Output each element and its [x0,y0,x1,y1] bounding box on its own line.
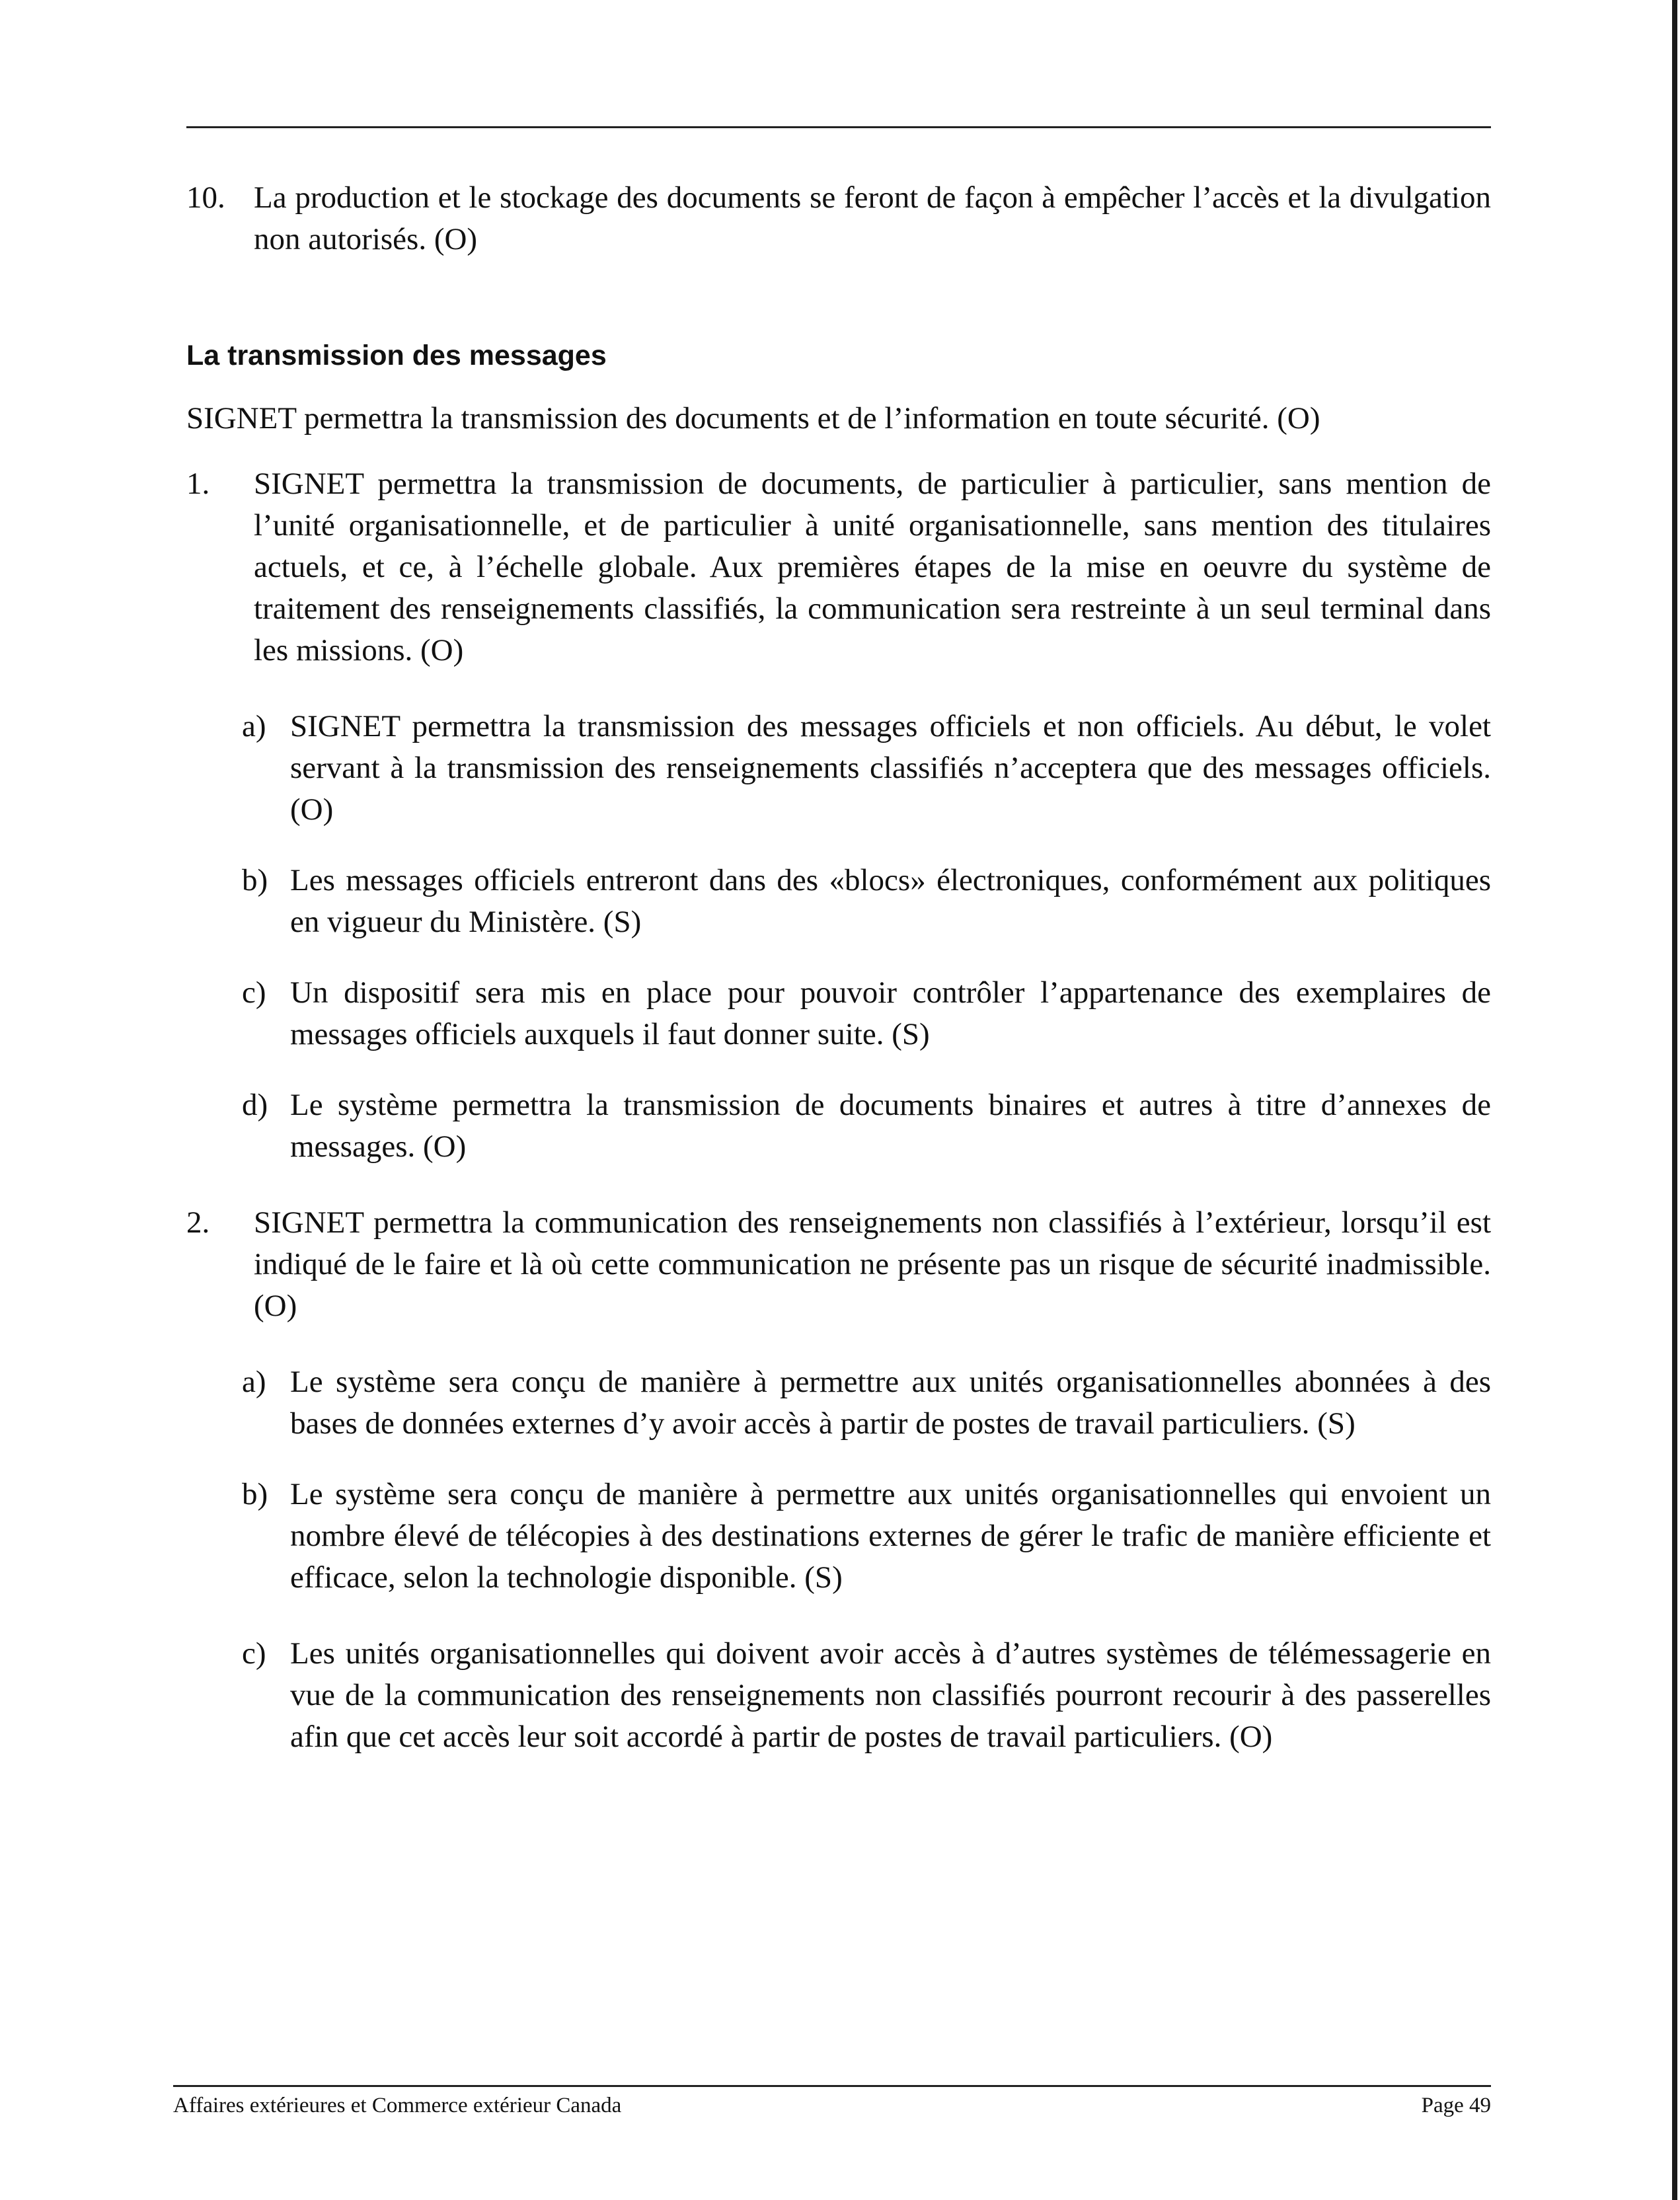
page-footer [173,2092,1491,2119]
scan-edge-bar [1672,0,1677,2200]
list-item-10 [186,177,1491,260]
page-number: Page 49 [1421,2094,1491,2117]
sub-item-2c [242,1633,1491,1758]
sub-item-text: Le système permettra la transmission de documents binaires et autres à titre d’annexes de messages. (O) [290,1088,1491,1164]
section-heading: La transmission des messages [186,340,607,371]
sub-item-text: Le système sera conçu de manière à permettre aux unités organisationnelles abonnées à des bases de données externes d’y avoir accès à partir de postes de travail particuliers. (S) [290,1365,1491,1441]
sub-item-1d [242,1084,1491,1168]
list-item-1 [186,463,1491,671]
footer-organization: Affaires extérieures et Commerce extérieur Canada [173,2094,622,2117]
item-number: 10. [186,180,225,215]
sub-item-text: Un dispositif sera mis en place pour pouvoir contrôler l’appartenance des exemplaires de messages officiels auxquels il faut donner suite. (S) [290,975,1491,1051]
sub-item-2a [242,1361,1491,1445]
header-rule [186,126,1491,128]
sub-item-letter: d) [242,1088,268,1122]
sub-item-text: Le système sera conçu de manière à permettre aux unités organisationnelles qui envoient un nombre élevé de télécopies à des destinations externes de gérer le trafic de manière efficiente et efficace, selon la technologie disponible. (S) [290,1477,1491,1595]
footer-rule [173,2085,1491,2087]
item-text: La production et le stockage des documents se feront de façon à empêcher l’accès et la divulgation non autorisés. (O) [254,180,1491,256]
list-item-2 [186,1202,1491,1327]
item-text: SIGNET permettra la transmission de documents, de particulier à particulier, sans mention de l’unité organisationnelle, et de particulier à unité organisationnelle, sans mention des titulaires actuels, et ce, à l’échelle globale. Aux premières étapes de la mise en oeuvre du système de traitement des renseignements classifiés, la communication sera restreinte à un seul terminal dans les missions. (O) [254,467,1491,667]
sub-item-2b [242,1474,1491,1599]
section-intro: SIGNET permettra la transmission des documents et de l’information en toute sécurité. (O) [186,401,1320,436]
sub-item-letter: c) [242,1636,266,1671]
sub-item-letter: b) [242,1477,268,1511]
sub-item-letter: c) [242,975,266,1010]
document-body [186,177,1491,1758]
sub-item-letter: a) [242,709,266,743]
item-number: 1. [186,467,210,501]
item-text: SIGNET permettra la communication des renseignements non classifiés à l’extérieur, lorsqu’il est indiqué de le faire et là où cette communication ne présente pas un risque de sécurité inadmissible. (O) [254,1205,1491,1323]
sub-item-text: Les unités organisationnelles qui doivent avoir accès à d’autres systèmes de télémessagerie en vue de la communication des renseignements non classifiés pourront recourir à des passerelles afin que cet accès leur soit accordé à partir de postes de travail particuliers. (O) [290,1636,1491,1754]
sub-item-letter: b) [242,863,268,897]
sub-item-1c [242,972,1491,1055]
sub-item-1a [242,706,1491,831]
sub-item-1b [242,860,1491,943]
sub-item-letter: a) [242,1365,266,1399]
sub-item-text: Les messages officiels entreront dans des «blocs» électroniques, conformément aux politiques en vigueur du Ministère. (S) [290,863,1491,939]
sub-item-text: SIGNET permettra la transmission des messages officiels et non officiels. Au début, le volet servant à la transmission des renseignements classifiés n’acceptera que des messages officiels. (O) [290,709,1491,827]
item-number: 2. [186,1205,210,1240]
